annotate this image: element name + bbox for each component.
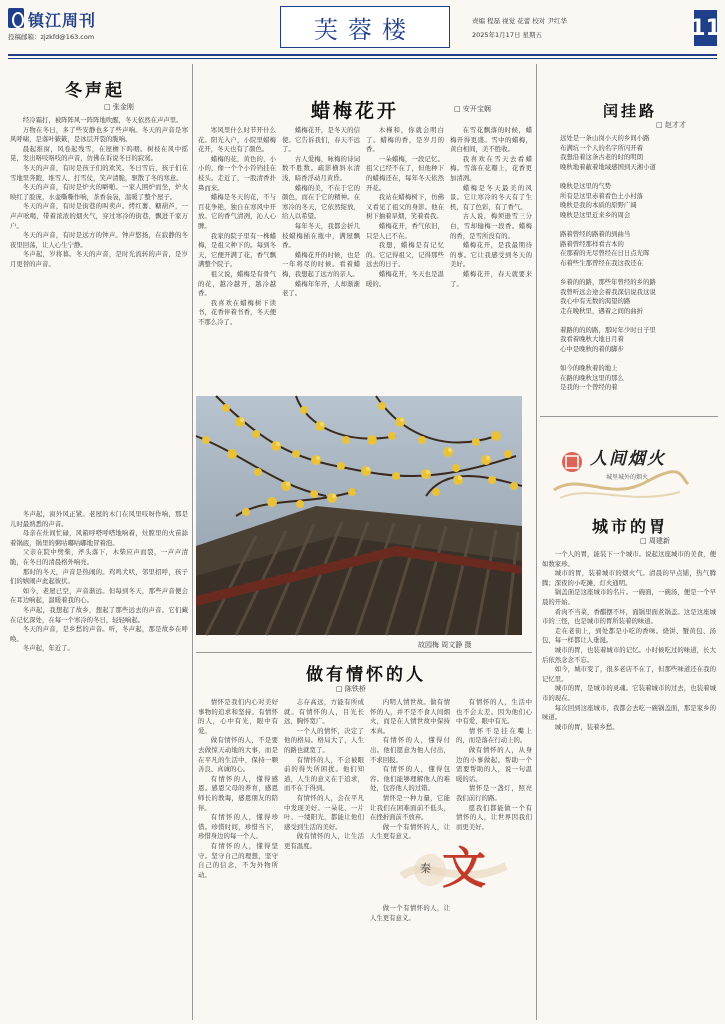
paragraph: 有情怀的人，懂得珍惜。珍惜时间，珍惜当下，珍惜身边的每一个人。 <box>198 813 278 841</box>
poem-line: 我看着晚秋大地日月着 <box>560 335 624 344</box>
column-header-art <box>550 432 690 510</box>
poem-line: 布满坑一个人的名字所闪开着 <box>560 143 644 152</box>
photo-illustration <box>196 396 522 635</box>
paragraph: 每年冬天，我都会折几枝蜡梅插在瓶中，满屋飘香。 <box>282 221 360 250</box>
poem-line: 着路的的的路，那时年少时日子里 <box>560 325 656 334</box>
paragraph: 情怀是一盏灯，照亮我们前行的路。 <box>456 784 532 802</box>
poem-line: 走在晚秋里，遇着之间的曲折 <box>560 306 644 315</box>
poem-line: 晚秋地着蔽着地域感国到天湘小道 <box>560 162 656 171</box>
masthead <box>8 6 721 68</box>
paragraph: 冬天的声音，是乡愁的声音。听，冬声起，那是故乡在呼唤。 <box>10 625 188 643</box>
article-3-byline: □ 陈铁桥 <box>336 685 366 693</box>
column-divider <box>192 64 193 1020</box>
article-3-body-col-2 <box>284 698 364 1016</box>
poem-line: 我曾听远会途会着我深信说我这说 <box>560 287 656 296</box>
article-2-body-col-3 <box>366 126 444 392</box>
paragraph: 城市的胃，装着乡愁。 <box>554 722 619 731</box>
submission-email: 投稿邮箱：zjzkfd@163.com <box>8 33 95 41</box>
paragraph: 做有情怀的人，让生活更有温度。 <box>284 832 364 850</box>
paragraph: 母亲在灶间忙碌，风箱呼嗒呼嗒地响着，灶膛里的火苗舔着锅底，锅里的粥咕嘟咕嘟地冒着泡。 <box>10 529 188 547</box>
paragraph: 经冷霜打，被阵阵风一阵阵地吹醒，冬天依然在声声里。 <box>22 116 183 124</box>
poem-line: 晚秋是这里的气势 <box>560 181 612 190</box>
plum-blossom-photo <box>196 396 522 635</box>
calligraphy-main-char: 文 <box>442 843 486 894</box>
paragraph: 冬声起，窗外风正紧。老屋的木门在风里吱呀作响，那是儿时最熟悉的声音。 <box>10 510 188 528</box>
article-2-title: 蜡梅花开 <box>310 100 399 122</box>
article-3-body-col-1 <box>198 698 278 1016</box>
paragraph: 有情怀的人，不会被眼前的得失所困扰。他们知道，人生的意义在于追求，而不在于得到。 <box>284 755 364 793</box>
paragraph: 一个人的情怀，决定了他的格局。格局大了，人生的路也就宽了。 <box>284 726 364 754</box>
paragraph: 愿我们都能做一个有情怀的人，让世界因我们而更美好。 <box>456 803 532 831</box>
paragraph: 寒风里什么时节开什么花。阳光入户，小院里蜡梅花开，冬天也有了颜色。 <box>198 126 276 154</box>
poem-line: 我心中有无数的渴望的路 <box>560 297 631 306</box>
paragraph: 古人爱梅，咏梅的诗词数不胜数。疏影横斜水清浅，暗香浮动月黄昏。 <box>282 154 360 182</box>
paragraph: 蜡梅花开，冬天也是温暖的。 <box>366 269 444 288</box>
calligraphy-sub-char: 秦 <box>420 862 431 875</box>
column-art-title: 人间烟火 <box>590 449 666 469</box>
paragraph: 情怀不是挂在嘴上的，而是落在行动上的。 <box>456 726 532 745</box>
paragraph: 那时的冬天，声音是热闹的。鸡鸣犬吠，邻里招呼，孩子们的嬉闹声此起彼伏。 <box>10 567 188 586</box>
paragraph: 蜡梅花开的时候，也是一年将尽的时候。看着蜡梅，我想起了远方的亲人。 <box>282 250 360 278</box>
paragraph: 我家的院子里有一株蜡梅，是祖父种下的。每到冬天，它便开满了花，香气飘满整个院子。 <box>198 231 276 269</box>
poem-line <box>560 172 716 182</box>
article-3-body-col-3 <box>370 698 450 841</box>
poem-line <box>560 316 716 326</box>
paper-name: 镇江周刊 <box>28 11 97 30</box>
section-title: 芙蓉楼 <box>314 15 416 44</box>
paragraph: 有情怀的人，懂得感恩。感恩父母的养育，感恩师长的教诲，感恩朋友的陪伴。 <box>198 774 278 812</box>
paragraph: 做有情怀的人，从身边的小事做起。帮助一个需要帮助的人，说一句温暖的话。 <box>456 745 532 783</box>
paragraph: 有情怀的人，生活中也不会太差。因为他们心中有爱，眼中有光。 <box>456 698 532 726</box>
paragraph: 肴肉不当菜，香醋摆不坏，面锅里面煮锅盖。这是这座城市的三怪，也是城市的胃所装着的味道。 <box>542 607 716 626</box>
paragraph: 冬天的声音，有时是孩子们的欢笑。冬日雪后，孩子们在雪地里奔跑，堆雪人、打雪仗，笑声清脆，驱散了冬的寒意。 <box>10 163 188 182</box>
paragraph: 一个人的胃，能装下一个城市。说起这座城市的美食，便如数家珍。 <box>542 550 716 568</box>
paragraph: 如今，城市变了，很多老店不在了，但那些味道还在我的记忆里。 <box>542 665 716 683</box>
paragraph: 有情怀的人，懂得付出。他们愿意为他人付出，不求回报。 <box>370 736 450 764</box>
poem-line: 所有是这里赤着看色土小村落 <box>560 191 644 200</box>
column-art-subtitle: 城里城外的烟火 <box>606 474 649 481</box>
paragraph: 蜡梅花开，是冬天的信使。它告诉我们，春天不远了。 <box>282 126 360 154</box>
article-2-body-col-1 <box>198 126 276 392</box>
paragraph: 祖父说，蜡梅是有骨气的花，越冷越开，越冷越香。 <box>198 269 276 298</box>
paragraph: 有情怀的人，会在平凡中发现美好。一朵花、一片叶、一缕阳光，都能让他们感受到生活的美好。 <box>284 793 364 831</box>
article-2-byline: □ 安开宝娴 <box>454 105 491 113</box>
poem-line: 路着曾经的路着的到曲当 <box>560 229 631 238</box>
section-divider <box>540 416 718 417</box>
city-column-title: 城市的胃 <box>591 517 668 536</box>
article-1-body-col-1 <box>10 116 188 506</box>
paragraph: 志存高远，方能有所成就。有情怀的人，目光长远，胸怀宽广。 <box>284 698 364 726</box>
paragraph: 蜡梅花开，香气依旧，只是人已不在。 <box>366 221 444 240</box>
masthead-rule-thin <box>8 58 717 59</box>
poem-line: 我想沿着这条古老的时的明朗 <box>560 153 644 162</box>
paragraph: 冬天的声音，有时是远方的钟声。钟声悠扬，在寂静的冬夜里回荡，让人心生宁静。 <box>10 231 188 249</box>
poem-line <box>560 220 716 230</box>
paragraph: 蜡梅的美，不在于它的颜色，而在于它的精神。在寒冷的冬天，它依然绽放，给人以希望。 <box>282 183 360 221</box>
paragraph: 做一个有情怀的人，让人生更有意义。 <box>370 822 450 841</box>
article-3-title: 做有情怀的人 <box>306 665 426 685</box>
poem-line: 如今的晚秋着的地上 <box>560 364 618 373</box>
paragraph: 蜡梅花开，是我最期待的事。它让我感受到冬天的美好。 <box>450 241 532 269</box>
decorative-calligraphy-art <box>396 826 516 898</box>
paragraph: 城市的胃，是城市的灵魂。它装着城市的过去，也装着城市的现在。 <box>542 684 716 702</box>
paragraph: 如今，老屋已空，声音渐远。但每到冬天，那些声音便会在耳边响起，温暖着我的心。 <box>10 586 188 605</box>
poem-line <box>560 355 716 365</box>
paragraph: 在雪花飘落的时候，蜡梅开得更盛。雪中的蜡梅，黄白相间，美不胜收。 <box>450 126 532 154</box>
paragraph: 做一个有情怀的人，让人生更有意义。 <box>370 904 450 922</box>
paper-logo-icon <box>8 8 24 28</box>
paragraph: 冬天的声音，有时是炉火的噼啪。一家人围炉而坐，炉火映红了脸庞，水壶嘶嘶作响，茶香袅袅，温暖了整个屋子。 <box>10 183 188 201</box>
paragraph: 冬声起，我想起了故乡，想起了那些远去的声音。它们藏在记忆深处，在每一个寒冷的冬日，轻轻响起。 <box>10 605 188 624</box>
paragraph: 做有情怀的人，不是要去做惊天动地的大事，而是在平凡的生活中，保持一颗善良、真诚的心。 <box>198 736 278 774</box>
article-1-title: 冬声起 <box>65 81 125 101</box>
editor-line: 责编 程磊 视觉 花蕾 校对 尹红华 <box>472 17 567 25</box>
paragraph: 父亲在院中劈柴，斧头落下，木柴应声而裂，一声声清脆，在冬日的清晨格外响亮。 <box>10 548 188 566</box>
paragraph: 冬声起，岁将暮。冬天的声音，是时光流转的声音，是岁月更替的声音。 <box>10 250 188 268</box>
paragraph: 我喜欢在雪天去看蜡梅。雪落在花瓣上，花香更加清冽。 <box>450 154 532 182</box>
paragraph: 情怀是一种力量，它能让我们在困难面前不低头，在挫折面前不放弃。 <box>370 793 450 822</box>
paragraph: 蜡梅是冬天最美的风景。它让寒冷的冬天有了生机，有了色彩，有了香气。 <box>450 183 532 211</box>
poem-line: 是我的一个曾经的着 <box>560 383 618 392</box>
page-number: 11 <box>694 10 717 46</box>
article-2-body-col-2 <box>282 126 360 392</box>
poem-line: 布着些生那曾经在我这我还在 <box>560 258 644 267</box>
city-column-byline: □ 周建新 <box>640 537 670 545</box>
paragraph: 一朵蜡梅，一段记忆。祖父已经不在了，但他种下的蜡梅还在，每年冬天依然开花。 <box>366 154 444 192</box>
paragraph: 城市的胃，也装着城市的记忆。小时候吃过的味道，长大后依然念念不忘。 <box>542 645 716 664</box>
poem-line: 心中是晚秋的着的脚步 <box>560 345 624 354</box>
city-column-body <box>542 550 716 1016</box>
article-3-body-col-3b <box>370 904 450 1016</box>
paragraph: 每次回到这座城市，我都会去吃一碗锅盖面，那是家乡的味道。 <box>542 703 716 722</box>
paragraph: 我想，蜡梅是有记忆的。它记得祖父，记得那些远去的日子。 <box>366 241 444 269</box>
article-2-body-col-4 <box>450 126 532 392</box>
paragraph: 我喜欢在蜡梅树下读书，花香伴着书香，冬天便不那么冷了。 <box>198 298 276 326</box>
paper-logo <box>8 8 128 52</box>
section-divider <box>196 652 532 653</box>
masthead-rule <box>8 54 717 56</box>
column-divider <box>536 64 537 1020</box>
paragraph: 木槿和，你就会明白了。蜡梅的香，是岁月的香。 <box>366 126 444 154</box>
paragraph: 锅盖面是这座城市的名片。一碗面，一碗汤，便是一个早晨的开始。 <box>542 588 716 606</box>
paragraph: 蜡梅的花，黄色的，小小的，像一个个小铃铛挂在枝头。走近了，一股清香扑鼻而来。 <box>198 154 276 192</box>
photo-caption: 故园梅 周文静 摄 <box>418 641 472 649</box>
date-line: 2025年1月17日 星期五 <box>472 31 543 39</box>
poem-title: 闰挂路 <box>602 102 657 120</box>
paragraph: 有情怀的人，懂得坚守。坚守自己的理想，坚守自己的信念，不为外物所动。 <box>198 841 278 879</box>
poem-line: 远处是一条山岗小天的乡间小路 <box>560 134 650 142</box>
paragraph: 冬声起，年近了。 <box>22 644 74 653</box>
paragraph: 蜡梅花开，春天就要来了。 <box>450 269 532 288</box>
poem-body <box>560 134 716 393</box>
poem-line <box>560 268 716 278</box>
paragraph: 冬天的声音，有时是街巷的叫卖声。烤红薯、糖葫芦，一声声吆喝，带着浓浓的烟火气，穿过寒冷的街巷，飘进千家万户。 <box>10 202 188 230</box>
poem-line: 路着曾经那样看古本的 <box>560 239 624 248</box>
section-title-box <box>280 6 450 48</box>
paragraph: 城市的胃，装着城市的烟火气。清晨的早点铺，热气腾腾；深夜的小吃摊，灯火通明。 <box>542 569 716 587</box>
paragraph: 蜡梅年年开，人却渐渐老了。 <box>282 279 360 298</box>
paragraph: 内明人情世故。做有情怀的人，并不是不食人间烟火，而是在人情世故中保持本真。 <box>370 698 450 735</box>
poem-line: 在路的晚秋这里的那么 <box>560 373 624 382</box>
poem-line: 晚秋是这里近来乡的周会 <box>560 210 631 219</box>
paragraph: 情怀是我们内心对美好事物的追求和坚持。有情怀的人，心中有光，眼中有爱。 <box>198 698 278 735</box>
paragraph: 走在老街上，到处都是小吃的香味。烧饼、蟹黄包、汤包，每一样都让人垂涎。 <box>542 626 716 645</box>
paragraph: 我站在蜡梅树下，仿佛又看见了祖父的身影。他在树下抽着旱烟，笑着看我。 <box>366 193 444 221</box>
article-1-byline: □ 张金刚 <box>104 103 134 111</box>
edition-info <box>472 16 567 44</box>
poem-line: 晚秋是我的本质的原野广阔 <box>560 201 637 210</box>
poem-line: 乡着的的路，那些年曾经的乡的路 <box>560 277 656 286</box>
article-1-body-col-2 <box>10 510 188 1016</box>
poem-line: 在那着的无尽曾经在日日点光晖 <box>560 249 650 258</box>
paragraph: 古人说，梅须逊雪三分白，雪却输梅一段香。蜡梅的香，是雪所没有的。 <box>450 212 532 240</box>
paragraph: 万物在冬日，多了些安静也多了些声响。冬天的声音是寒风呼啸，是落叶簌簌，是冰层开裂的脆响。 <box>10 125 188 144</box>
poem-byline: □ 赵才才 <box>656 121 686 129</box>
paragraph: 晨起推窗，风卷起残雪，在屋檐下呜咽。树枝在风中摇晃，发出咯吱咯吱的声音，仿佛在诉说冬日的寂寞。 <box>10 144 188 163</box>
paragraph: 蜡梅是冬天的花，不与百花争艳，独自在寒风中开放。它的香气清冽，沁人心脾。 <box>198 193 276 230</box>
paragraph: 有情怀的人，懂得包容。他们能够理解他人的难处，包容他人的过错。 <box>370 765 450 793</box>
